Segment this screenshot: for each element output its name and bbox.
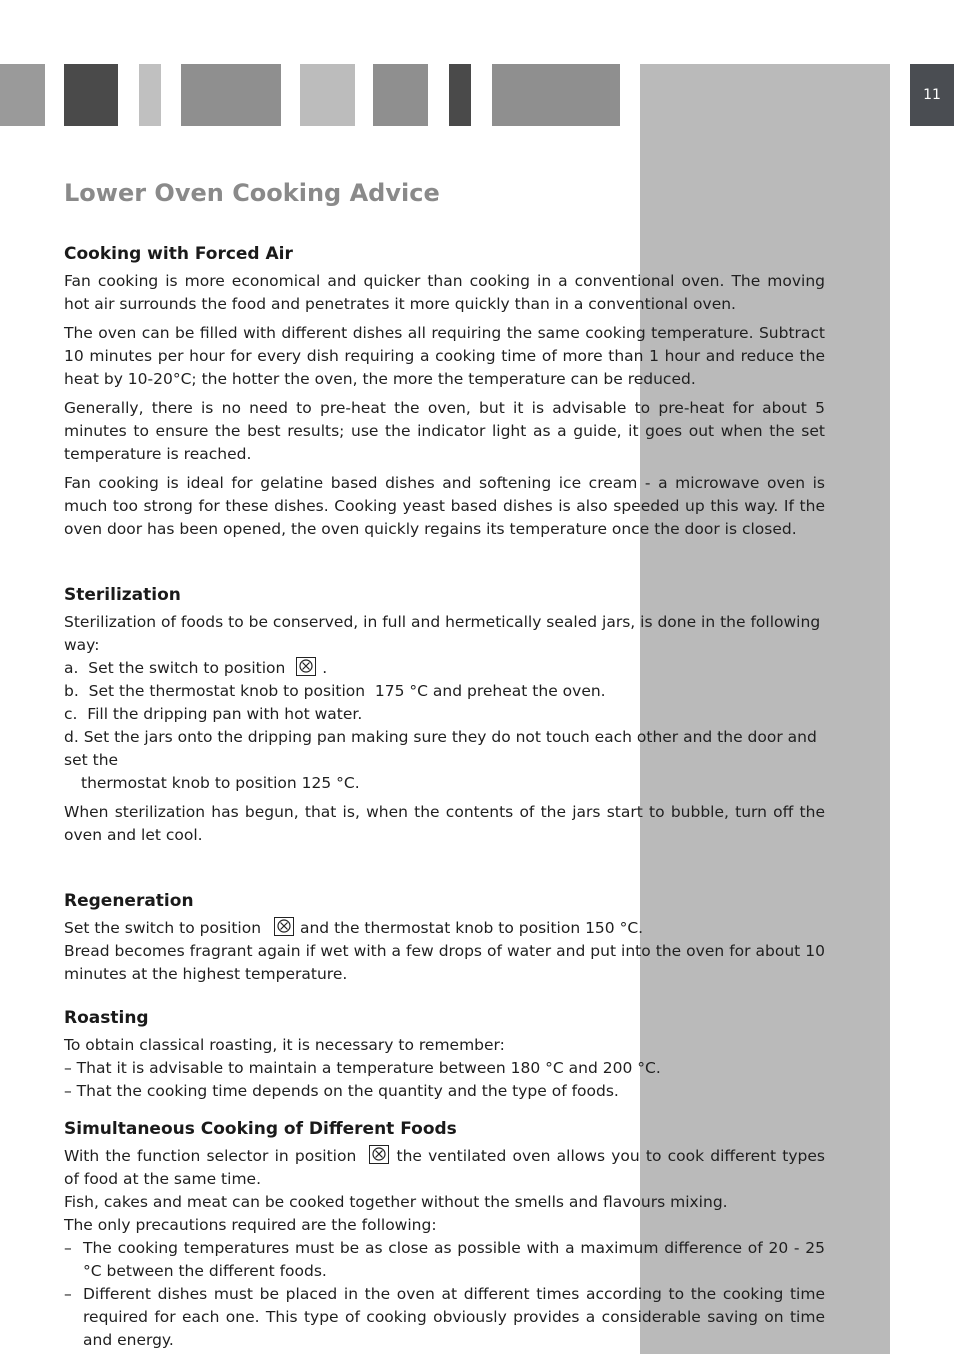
header-block-8 — [492, 64, 620, 126]
simultaneous-line-1 — [64, 1145, 825, 1191]
page-title: Lower Oven Cooking Advice — [64, 179, 440, 207]
dash-mark: – — [64, 1285, 72, 1303]
sterilization-intro: Sterilization of foods to be conserved, in full and hermetically sealed jars, is done in the following way: — [64, 613, 821, 654]
forced-air-paragraph-4: Fan cooking is ideal for gelatine based dishes and softening ice cream - a microwave oven is much too strong for these dishes. Cooking yeast based dishes is also speeded up this way. If the oven door has been opened, the oven quickly regains its temperature once the door is closed. — [64, 474, 825, 538]
sterilization-step-d-cont: thermostat knob to position 125 °C. — [81, 774, 360, 792]
simultaneous-line-2: Fish, cakes and meat can be cooked together without the smells and flavours mixing. — [64, 1193, 728, 1211]
dash-mark: – — [64, 1239, 72, 1257]
heading-simultaneous: Simultaneous Cooking of Different Foods — [64, 1119, 457, 1139]
simultaneous-post: the ventilated oven allows you to cook different types of food at the same time. — [64, 1147, 825, 1188]
fan-function-icon — [369, 1145, 389, 1164]
roasting-line-3: – That the cooking time depends on the quantity and the type of foods. — [64, 1082, 619, 1100]
precaution-text-1: The cooking temperatures must be as close as possible with a maximum difference of 20 - 25 °C between the different foods. — [83, 1239, 825, 1280]
sterilization-step-a — [64, 657, 825, 680]
heading-sterilization: Sterilization — [64, 585, 181, 605]
header-block-7 — [449, 64, 471, 126]
sterilization-outro: When sterilization has begun, that is, when the contents of the jars start to bubble, turn off the oven and let cool. — [64, 803, 825, 844]
header-block-3 — [139, 64, 161, 126]
fan-function-icon — [296, 657, 316, 676]
page-number: 11 — [910, 64, 954, 126]
sterilization-step-d: d. Set the jars onto the dripping pan making sure they do not touch each other and the door and set the — [64, 728, 817, 769]
precaution-text-2: Different dishes must be placed in the oven at different times according to the cooking time required for each one. This type of cooking obviously provides a considerable saving on time and energy. — [83, 1285, 825, 1349]
simultaneous-pre: With the function selector in position — [64, 1147, 357, 1165]
regeneration-line-1 — [64, 917, 825, 940]
forced-air-paragraph-1: Fan cooking is more economical and quicker than cooking in a conventional oven. The moving hot air surrounds the food and penetrates it more quickly than in a conventional oven. — [64, 272, 825, 313]
header-block-4 — [181, 64, 281, 126]
page-content — [64, 172, 825, 1352]
simultaneous-line-3: The only precautions required are the following: — [64, 1216, 437, 1234]
header-block-2 — [64, 64, 118, 126]
precaution-item-2 — [64, 1283, 825, 1352]
heading-forced-air: Cooking with Forced Air — [64, 244, 293, 264]
step-a-end: . — [322, 659, 328, 677]
forced-air-paragraph-2: The oven can be filled with different dishes all requiring the same cooking temperature. Subtract 10 minutes per hour for every dish requiring a cooking time of more than 1 hour and reduce the heat by 10-20°C; the hotter the oven, the more the temperature can be reduced. — [64, 324, 825, 388]
heading-roasting: Roasting — [64, 1008, 149, 1028]
header-block-1 — [0, 64, 45, 126]
sterilization-step-c: c. Fill the dripping pan with hot water. — [64, 705, 363, 723]
regeneration-pre: Set the switch to position — [64, 919, 262, 937]
regeneration-post: and the thermostat knob to position 150 °C. — [299, 919, 644, 937]
roasting-line-2: – That it is advisable to maintain a temperature between 180 °C and 200 °C. — [64, 1059, 661, 1077]
regeneration-line-2: Bread becomes fragrant again if wet with a few drops of water and put into the oven for about 10 minutes at the highest temperature. — [64, 942, 825, 983]
header-block-5 — [300, 64, 355, 126]
sterilization-step-b: b. Set the thermostat knob to position 175 °C and preheat the oven. — [64, 682, 606, 700]
forced-air-paragraph-3: Generally, there is no need to pre-heat the oven, but it is advisable to pre-heat for about 5 minutes to ensure the best results; use the indicator light as a guide, it goes out when the set temperature is reached. — [64, 399, 825, 463]
fan-function-icon — [274, 917, 294, 936]
header-block-6 — [373, 64, 428, 126]
heading-regeneration: Regeneration — [64, 891, 194, 911]
step-a-text: a. Set the switch to position — [64, 659, 286, 677]
precaution-item-1 — [64, 1237, 825, 1283]
roasting-line-1: To obtain classical roasting, it is necessary to remember: — [64, 1036, 505, 1054]
